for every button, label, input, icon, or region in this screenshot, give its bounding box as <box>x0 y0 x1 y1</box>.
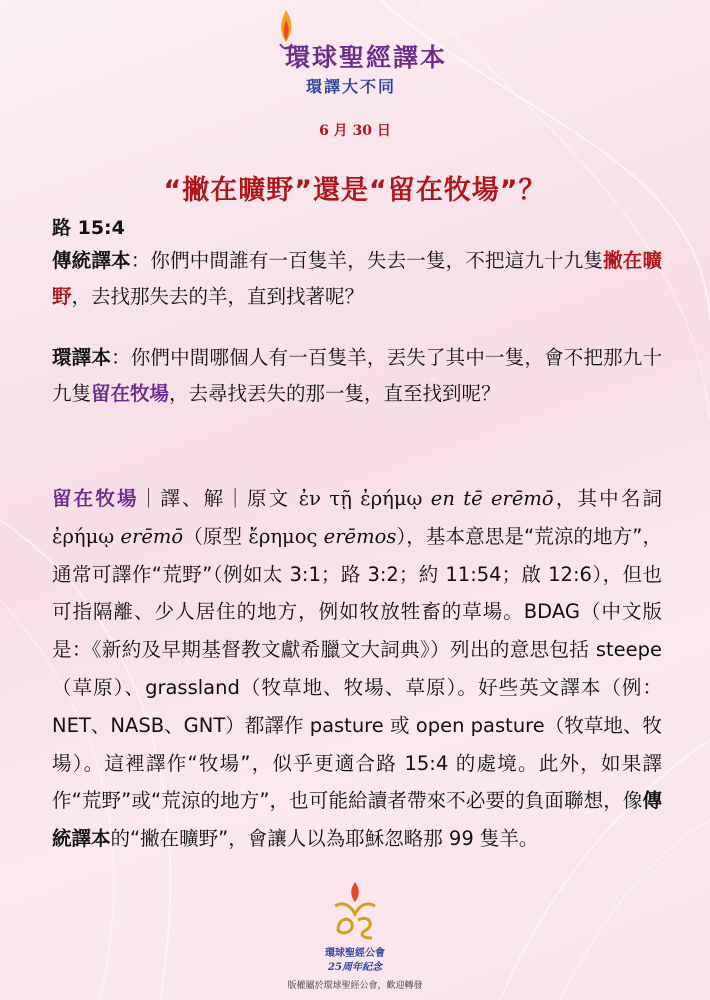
greek-phrase: ἐν τῇ ἐρήμῳ <box>298 487 423 510</box>
note-bold-reference: 傳統譯本 <box>52 789 662 851</box>
note-seg3: （原型 <box>183 524 249 548</box>
greek-lemma: ἔρημος <box>248 524 318 548</box>
explanation-paragraph <box>52 480 662 858</box>
anniversary-line-1: 環球聖經公會 <box>325 948 385 959</box>
article-title: “撇在曠野”還是“留在牧場”？ <box>163 175 547 206</box>
note-seg4: ），基本意思是“荒涼的地方”，通常可譯作“荒野”（例如太 3:1；路 3:2；約 11:54；啟 12:6），但也可指隔離、少人居住的地方，例如牧放牲畜的草場。BDAG（中文版是：《新約及早期基督教文獻希臘文大詞典》）列出的意思包括 steepe（草原）、grassland（牧草地、牧場、草原）。好些英文譯本（例：NET、NASB、GNT）都譯作 pasture 或 open pasture（牧草地、牧場）。這裡譯作“牧場”，似乎更適合路 15:4 的處境。此外，如果譯作“荒野”或“荒涼的地方”，也可能給讀者帶來不必要的負面聯想，像 <box>52 524 662 813</box>
note-seg2: ，其中名詞 <box>553 487 662 510</box>
global-text-a: ：你們中間哪個人有一百隻羊，丟失了其中一隻，會不把那九十九隻 <box>52 346 662 405</box>
scripture-reference: 路 15:4 <box>52 217 125 239</box>
brand-subtitle: 環譯大不同 <box>306 77 397 96</box>
transliteration-phrase: en tē erēmō <box>422 487 554 510</box>
date-label: 6 月 30 日 <box>319 123 391 139</box>
traditional-text-a: ：你們中間誰有一百隻羊，失去一隻，不把這九十九隻 <box>130 249 604 272</box>
greek-noun: ἐρήμῳ <box>52 524 115 548</box>
traditional-highlight: 撇在曠野 <box>52 249 662 308</box>
note-term: 留在牧場 <box>52 487 139 510</box>
anniversary-emblem-icon <box>330 880 380 942</box>
brand-title: 環球聖經譯本 <box>285 43 448 72</box>
global-highlight: 留在牧場 <box>91 382 170 405</box>
traditional-translation-paragraph <box>52 243 662 315</box>
note-seg5: 的“撇在曠野”，會讓人以為耶穌忽略那 99 隻羊。 <box>110 827 539 851</box>
global-label: 環譯本 <box>52 346 112 369</box>
anniversary-line-2: 25周年紀念 <box>328 962 382 973</box>
traditional-text-b: ，去找那失去的羊，直到找著呢？ <box>71 285 365 308</box>
traditional-label: 傳統譯本 <box>52 249 131 272</box>
global-translation-paragraph <box>52 340 662 412</box>
copyright-notice: 版權屬於環球聖經公會，歡迎轉發 <box>287 981 423 991</box>
transliteration-lemma: erēmos <box>317 524 397 548</box>
global-text-b: ，去尋找丟失的那一隻，直至找到呢？ <box>169 382 501 405</box>
note-seg1: ｜譯、解｜原文 <box>138 487 299 510</box>
transliteration-noun: erēmō <box>114 524 184 548</box>
